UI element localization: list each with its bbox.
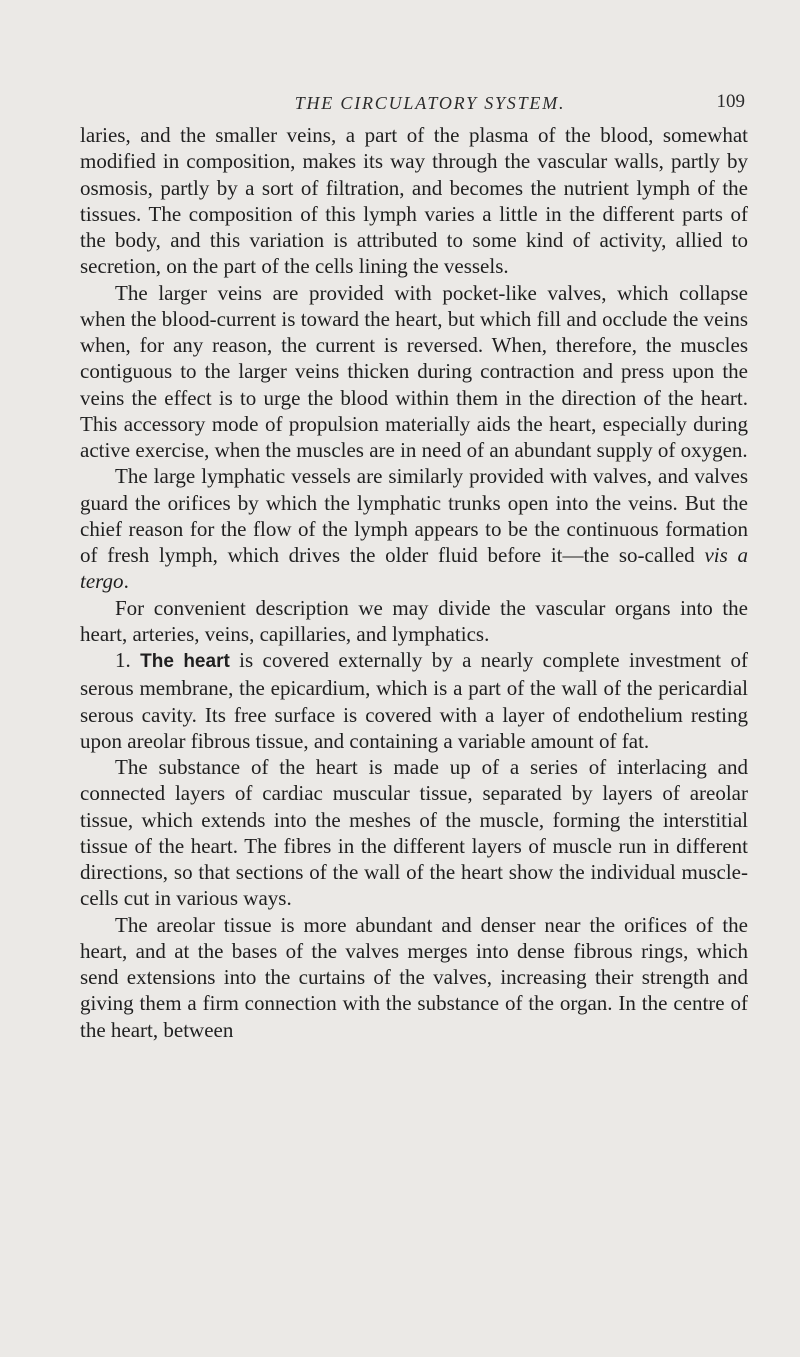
- latin-phrase: vis a tergo: [80, 543, 749, 594]
- body-text: [80, 122, 748, 1043]
- paragraph-lymphatics: [80, 463, 748, 594]
- running-head: [0, 90, 800, 120]
- paragraph-substance: The substance of the heart is made up of a series of interlacing and connected layers of cardiac muscular tissue, separated by layers of areolar tissue, which extends into the meshes of the muscle, forming the interstitial tissue of the heart. The fibres in the different layers of muscle run in different directions, so that sections of the wall of the heart show the individual muscle-cells cut in various ways.: [80, 755, 748, 911]
- running-title: THE CIRCULATORY SYSTEM.: [294, 93, 566, 113]
- section-heading: The heart: [140, 651, 230, 672]
- paragraph-lymphatics-end: .: [123, 569, 129, 594]
- page-number: 109: [716, 91, 745, 112]
- paragraph-heart-text: is covered externally by a nearly complete investment of serous membrane, the epicardium, which is a part of the wall of the pericardial serous cavity. Its free surface is covered with a layer of endothelium resting upon areolar fibrous tissue, and containing a variable amount of fat.: [80, 648, 749, 753]
- paragraph-division: For convenient description we may divide the vascular organs into the heart, arteries, veins, capillaries, and lymphatics.: [80, 595, 748, 646]
- paragraph-areolar: The areolar tissue is more abundant and denser near the orifices of the heart, and at the bases of the valves merges into dense fibrous rings, which send extensions into the curtains of the valves, increasing their strength and giving them a firm connection with the substance of the organ. In the centre of the heart, between: [80, 912, 748, 1042]
- paragraph-heart: [80, 647, 748, 754]
- paragraph-lymphatics-text: The large lymphatic vessels are similarly provided with valves, and valves guard the orifices by which the lymphatic trunks open into the veins. But the chief reason for the flow of the lymph appears to be the continuous formation of fresh lymph, which drives the older fluid before it—the so-called: [80, 464, 748, 567]
- paragraph-valves: The larger veins are provided with pocket-like valves, which collapse when the blood-current is toward the heart, but which fill and occlude the veins when, for any reason, the current is reversed. When, therefore, the muscles contiguous to the larger veins thicken during contraction and press upon the veins the effect is to urge the blood within them in the direction of the heart. This accessory mode of propulsion materially aids the heart, especially during active exercise, when the muscles are in need of an abundant supply of oxygen.: [80, 280, 748, 462]
- paragraph-continuation: laries, and the smaller veins, a part of the plasma of the blood, somewhat modified in composition, makes its way through the vascular walls, partly by osmosis, partly by a sort of filtration, and becomes the nutrient lymph of the tissues. The composition of this lymph varies a little in the different parts of the body, and this variation is attributed to some kind of activity, allied to secretion, on the part of the cells lining the vessels.: [80, 123, 748, 279]
- section-number: 1.: [115, 648, 131, 672]
